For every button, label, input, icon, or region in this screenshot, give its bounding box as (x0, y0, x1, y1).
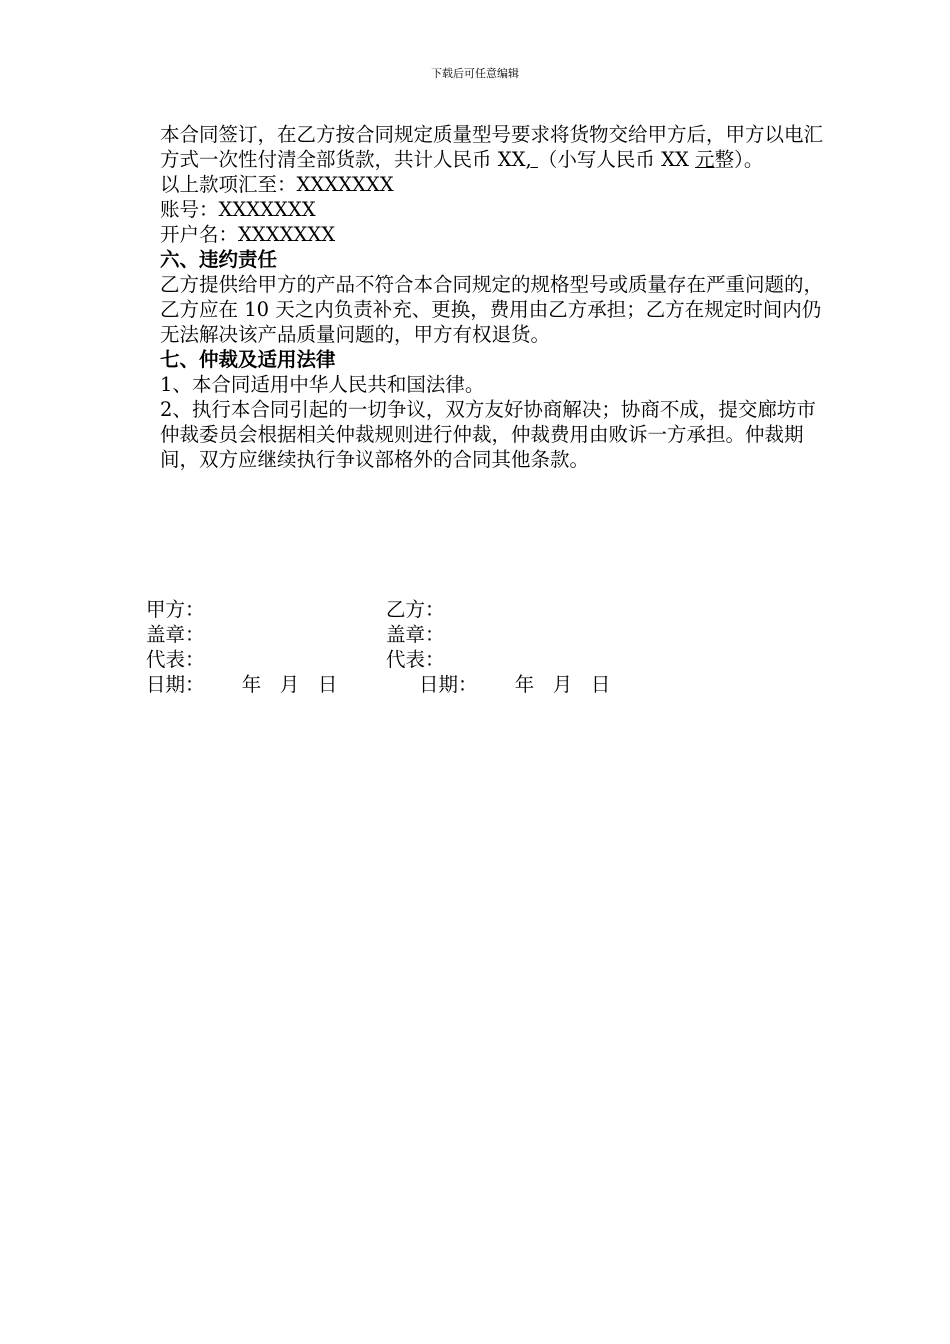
signature-party-row (146, 597, 826, 622)
payment-text-part1: 本合同签订，在乙方按合同规定质量型号要求将货物交给甲方后，甲方以电汇方式一次性付清全部货款，共计人民币 XX (160, 123, 824, 171)
rep-b-label: 代表： (386, 648, 445, 671)
page-header-note: 下载后可任意编辑 (431, 67, 519, 80)
seal-a-label: 盖章： (146, 623, 205, 646)
arbitration-item-2: 2、执行本合同引起的一切争议，双方友好协商解决；协商不成，提交廊坊市仲裁委员会根据相关仲裁规则进行仲裁，仲裁费用由败诉一方承担。仲裁期间，双方应继续执行争议部格外的合同其他条款。 (160, 398, 816, 471)
contract-body (146, 122, 826, 472)
breach-title: 六、违约责任 (160, 248, 278, 271)
rep-a-label: 代表： (146, 648, 205, 671)
payment-paragraph (146, 122, 826, 172)
account-name-line: 开户名：XXXXXXX (160, 223, 336, 246)
party-b-label: 乙方： (386, 598, 445, 621)
account-line: 账号：XXXXXXX (160, 198, 316, 221)
breach-paragraph: 乙方提供给甲方的产品不符合本合同规定的规格型号或质量存在严重问题的，乙方应在 10 天之内负责补充、更换，费用由乙方承担；乙方在规定时间内仍无法解决该产品质量问题的，甲方有权退货。 (160, 273, 824, 346)
arbitration-item-1: 1、本合同适用中华人民共和国法律。 (160, 373, 485, 396)
remit-to-line: 以上款项汇至：XXXXXXX (160, 173, 394, 196)
signature-block (146, 597, 826, 697)
signature-rep-row (146, 647, 826, 672)
seal-b-label: 盖章： (386, 623, 445, 646)
payment-amount-blank: , (525, 148, 538, 171)
payment-unit: 元 (695, 148, 715, 171)
signature-seal-row (146, 622, 826, 647)
signature-date-row (146, 672, 826, 697)
party-a-label: 甲方： (146, 598, 205, 621)
payment-text-part3: 整）。 (714, 148, 764, 171)
date-a-label: 日期： 年 月 日 (146, 673, 338, 696)
payment-text-part2: （小写人民币 XX (537, 148, 696, 171)
arbitration-title: 七、仲裁及适用法律 (160, 348, 336, 371)
date-b-label: 日期： 年 月 日 (419, 673, 611, 696)
